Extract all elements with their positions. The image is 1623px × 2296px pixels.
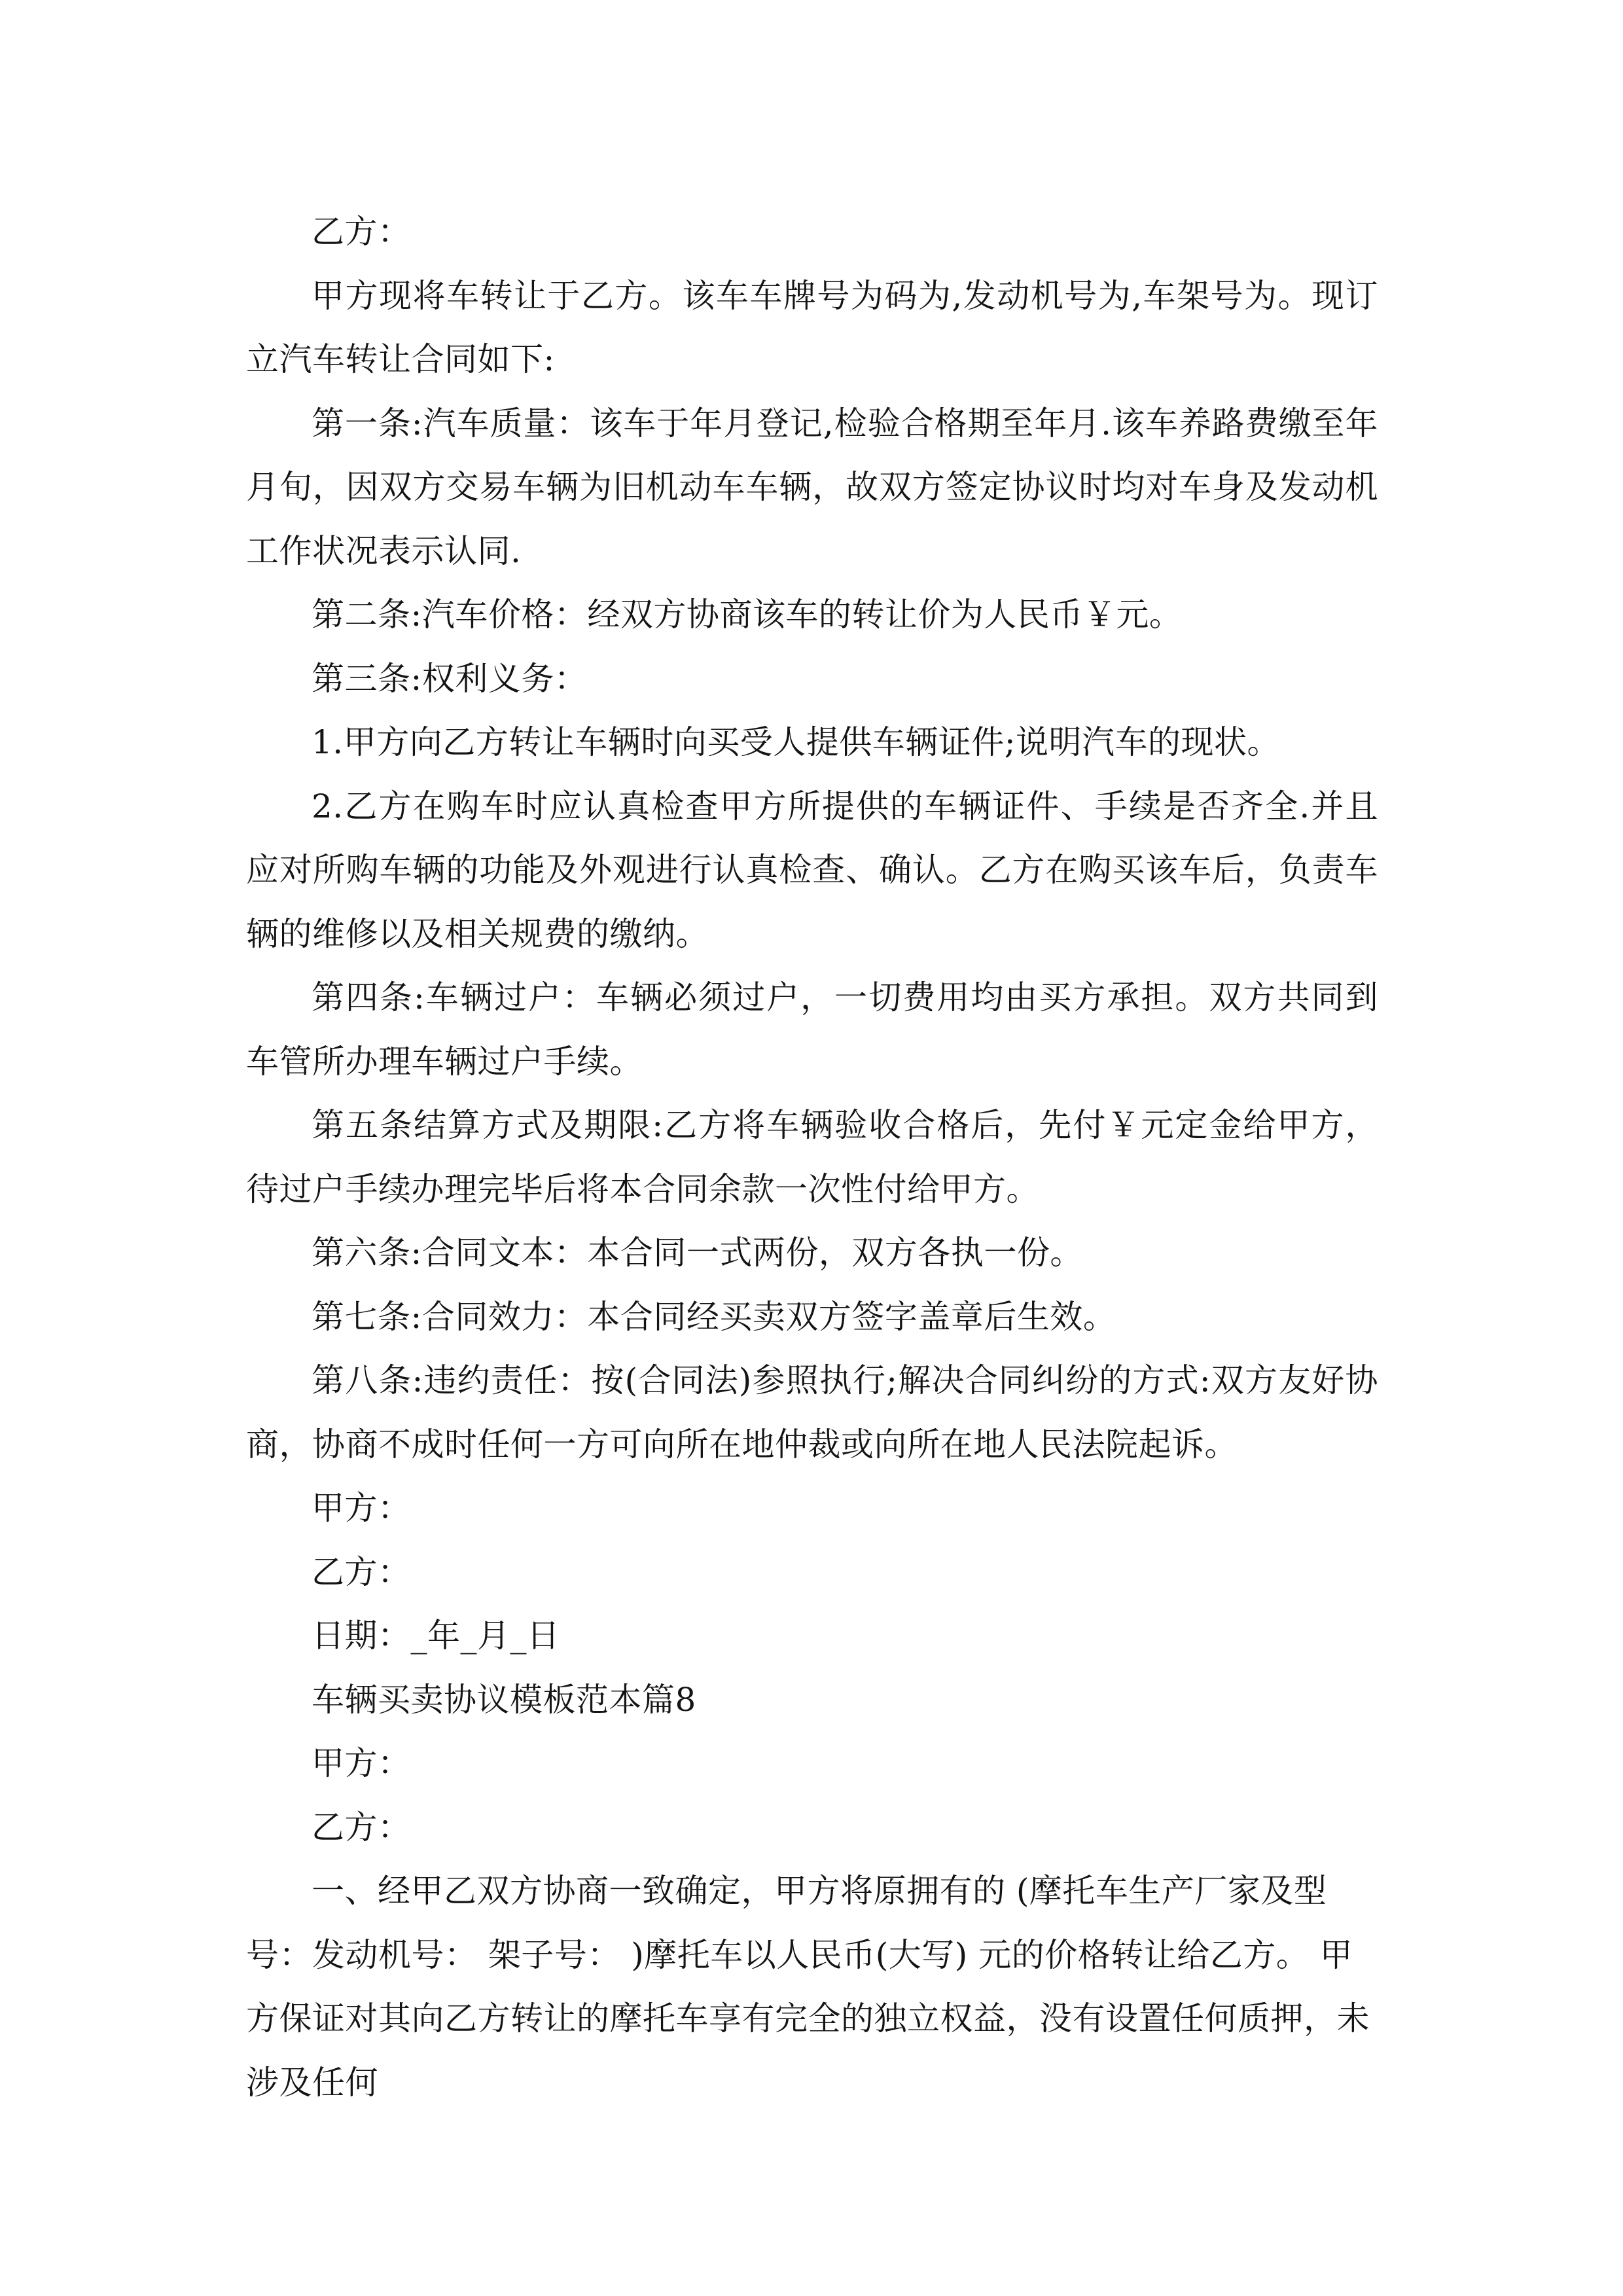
article-7-contract-effect: 第七条:合同效力：本合同经买卖双方签字盖章后生效。 [312,1297,1116,1336]
party-a-signature-label: 甲方： [312,1489,411,1527]
article-5-settlement: 第五条结算方式及期限:乙方将车辆验收合格后，先付￥元定金给甲方，待过户手续办理完毕后将本合同余款一次性付给甲方。 [246,1106,1378,1208]
article-8-liability: 第八条:违约责任：按(合同法)参照执行;解决合同纠纷的方式:双方友好协商，协商不成时任何一方可向所在地仲裁或向所在地人民法院起诉。 [246,1361,1378,1463]
party-b-signature-label: 乙方： [312,1552,411,1591]
party-b-label: 乙方： [312,213,411,251]
section-heading: 车辆买卖协议模板范本篇8 [312,1680,696,1719]
article-1-vehicle-quality: 第一条:汽车质量：该车于年月登记,检验合格期至年月.该车养路费缴至年月旬，因双方交易车辆为旧机动车车辆，故双方签定协议时均对车身及发动机工作状况表示认同. [246,404,1378,570]
article-3-item-1: 1.甲方向乙方转让车辆时向买受人提供车辆证件;说明汽车的现状。 [312,723,1281,761]
clause-1-motorcycle-transfer: 一、经甲乙双方协商一致确定，甲方将原拥有的 (摩托车生产厂家及型号：发动机号： 架子号： )摩托车以人民币(大写) 元的价格转让给乙方。 甲方保证对其向乙方转让的摩托车享有完全的独立权益，没有设置任何质押，未涉及任何 [246,1872,1370,2102]
document-body [246,200,1378,2115]
date-line: 日期：_年_月_日 [312,1617,560,1655]
party-a-label: 甲方： [312,1744,411,1782]
transfer-intro-paragraph: 甲方现将车转让于乙方。该车车牌号为码为,发动机号为,车架号为。现订立汽车转让合同如下: [246,276,1378,378]
article-2-vehicle-price: 第二条:汽车价格：经双方协商该车的转让价为人民币￥元。 [312,596,1183,634]
party-b-label-2: 乙方： [312,1808,411,1846]
article-4-vehicle-transfer: 第四条:车辆过户：车辆必须过户，一切费用均由买方承担。双方共同到车管所办理车辆过户手续。 [246,978,1378,1081]
article-3-item-2: 2.乙方在购车时应认真检查甲方所提供的车辆证件、手续是否齐全.并且应对所购车辆的功能及外观进行认真检查、确认。乙方在购买该车后，负责车辆的维修以及相关规费的缴纳。 [246,787,1378,953]
article-3-rights-obligations: 第三条:权利义务： [312,659,588,698]
article-6-contract-copies: 第六条:合同文本：本合同一式两份，双方各执一份。 [312,1234,1083,1272]
